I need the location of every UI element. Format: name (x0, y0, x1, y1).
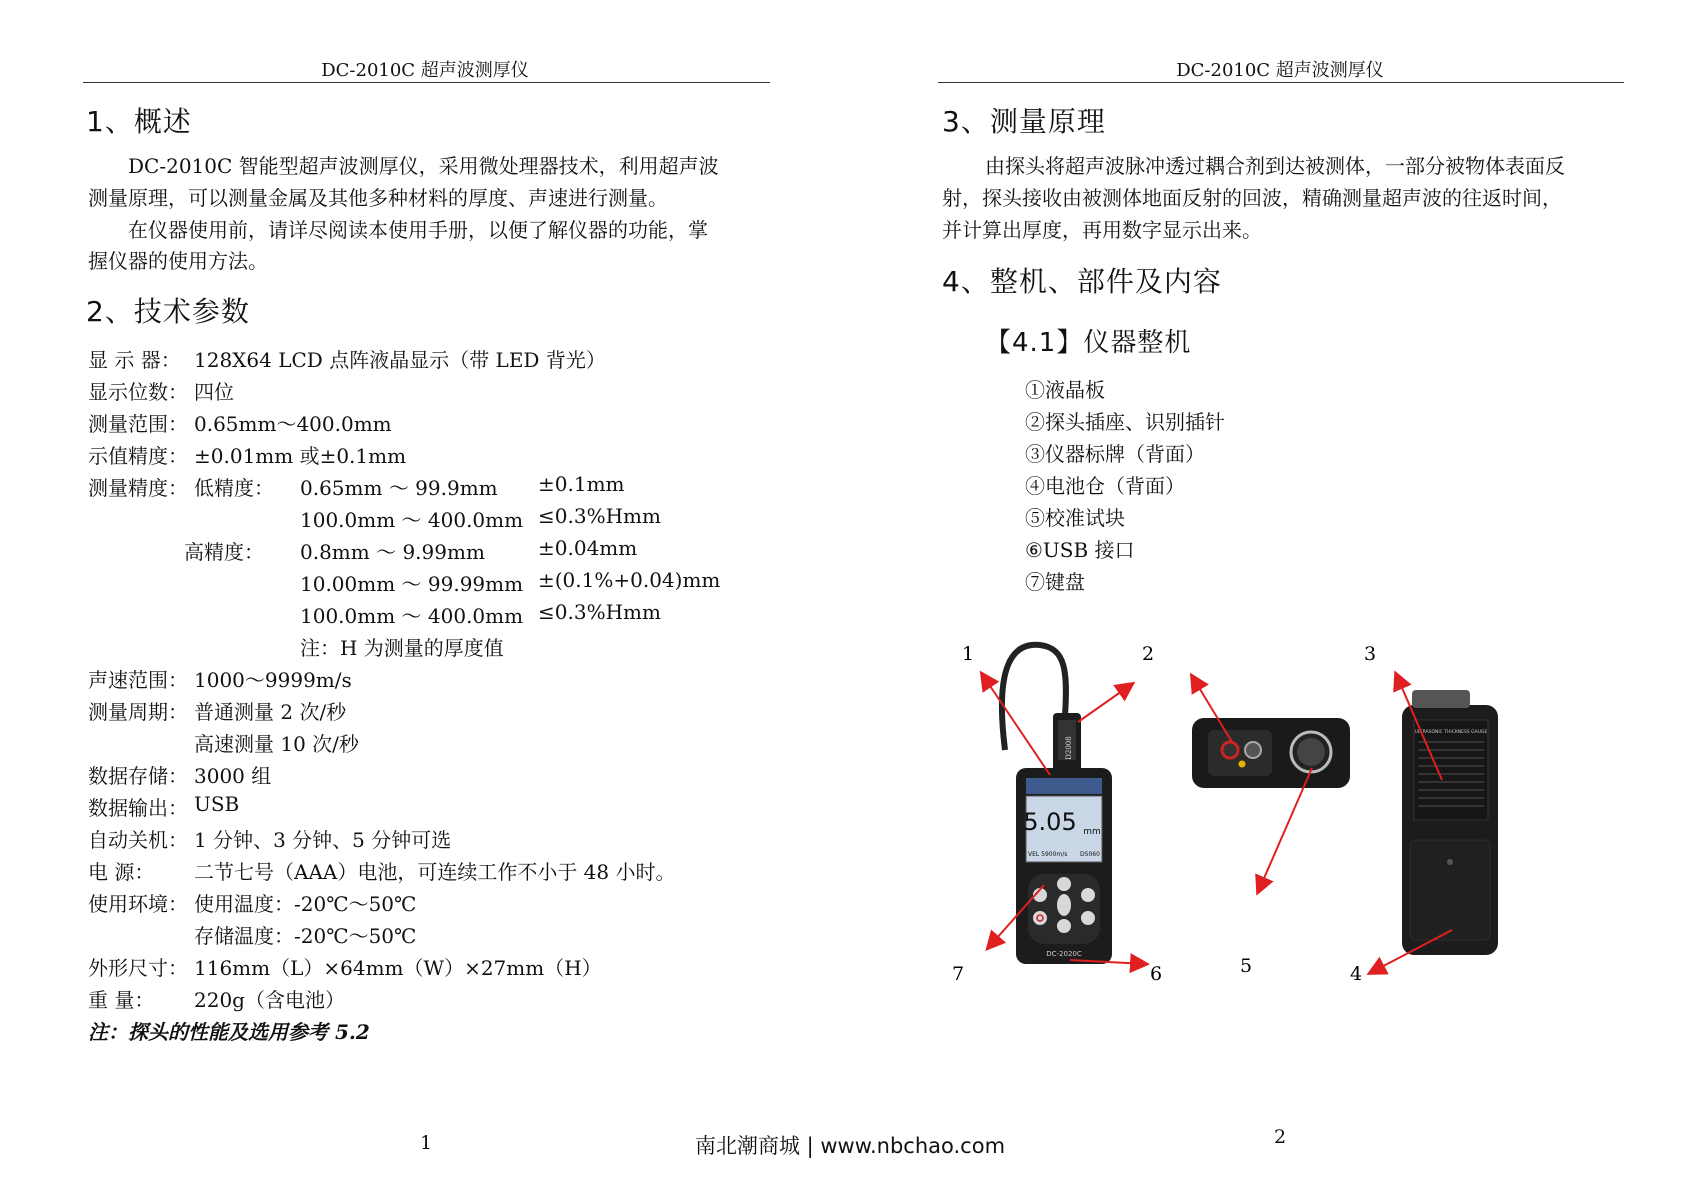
spec-storage-value: 3000 组 (194, 764, 272, 788)
spec-env-value-2: 存储温度：-20℃～50℃ (194, 924, 417, 948)
callout-arrow-1 (982, 674, 1050, 775)
callout-number: 4 (1350, 963, 1363, 985)
spec-display-value: 128X64 LCD 点阵液晶显示（带 LED 背光） (194, 348, 606, 372)
spec-high-tolerance: ≤0.3%Hmm (538, 600, 661, 624)
overview-para-1a: DC-2010C 智能型超声波测厚仪，采用微处理器技术，利用超声波 (128, 154, 719, 178)
overview-para-2b: 握仪器的使用方法。 (88, 249, 268, 273)
spec-output-value: USB (194, 792, 240, 816)
spec-high-tolerance: ±(0.1%+0.04)mm (538, 568, 721, 592)
spec-resolution-value: ±0.01mm 或±0.1mm (194, 444, 407, 468)
callout-arrow-2 (1078, 684, 1132, 722)
spec-power-value: 二节七号（AAA）电池，可连续工作不小于 48 小时。 (194, 860, 676, 884)
spec-env-key: 使用环境： (88, 892, 188, 916)
component-item: ④电池仓（背面） (1025, 474, 1185, 498)
spec-output-key: 数据输出： (88, 796, 188, 820)
spec-resolution-key: 示值精度： (88, 444, 188, 468)
component-item: ⑦键盘 (1025, 570, 1085, 594)
left-page-header: DC-2010C 超声波测厚仪 (321, 60, 529, 81)
key-power (1033, 911, 1047, 925)
principle-para-1: 由探头将超声波脉冲透过耦合剂到达被测体，一部分被物体表面反 (985, 154, 1565, 178)
lcd-value: 5.05 (1023, 808, 1077, 836)
callout-number: 3 (1364, 643, 1377, 665)
key-up (1057, 877, 1071, 891)
spec-accuracy-high-label: 高精度： (184, 540, 264, 564)
right-page-header: DC-2010C 超声波测厚仪 (1176, 60, 1384, 81)
spec-low-tolerance: ±0.1mm (538, 472, 625, 496)
key-right-bottom (1081, 911, 1095, 925)
component-item: ⑤校准试块 (1025, 506, 1125, 530)
section-1-title: 1、概述 (86, 105, 192, 138)
spec-accuracy-key: 测量精度： (88, 476, 188, 500)
spec-low-range: 0.65mm ～ 99.9mm (300, 476, 498, 500)
spec-size-value: 116mm（L）×64mm（W）×27mm（H） (194, 956, 602, 980)
callout-number: 6 (1150, 963, 1163, 985)
spec-display-key: 显 示 器： (88, 348, 181, 372)
spec-range-value: 0.65mm～400.0mm (194, 412, 392, 436)
spec-autooff-value: 1 分钟、3 分钟、5 分钟可选 (194, 828, 452, 852)
device-model-label: DC-2020C (1046, 950, 1082, 958)
section-4-title: 4、整机、部件及内容 (942, 265, 1222, 298)
spec-accuracy-note: 注：H 为测量的厚度值 (300, 636, 504, 660)
spec-range-key: 测量范围： (88, 412, 188, 436)
probe-socket-red (1222, 742, 1238, 758)
spec-low-range: 100.0mm ～ 400.0mm (300, 508, 524, 532)
spec-power-key: 电 源： (88, 860, 155, 884)
callout-number: 5 (1240, 955, 1253, 977)
device-figure (940, 630, 1590, 1000)
callout-number: 1 (962, 643, 975, 665)
spec-velocity-key: 声速范围： (88, 668, 188, 692)
nameplate (1414, 720, 1488, 820)
nameplate-title: ULTRASONIC THICKNESS GAUGE (1414, 730, 1488, 735)
battery-screw (1447, 859, 1453, 865)
component-item: ③仪器标牌（背面） (1025, 442, 1205, 466)
key-right-top (1081, 888, 1095, 902)
overview-para-2a: 在仪器使用前，请详尽阅读本使用手册，以便了解仪器的功能，掌 (128, 218, 708, 242)
callout-number: 7 (952, 963, 965, 985)
left-page-number: 1 (420, 1132, 433, 1154)
probe-socket (1245, 742, 1261, 758)
overview-para-1b: 测量原理，可以测量金属及其他多种材料的厚度、声速进行测量。 (88, 186, 668, 210)
spec-high-range: 0.8mm ～ 9.99mm (300, 540, 485, 564)
principle-para-3: 并计算出厚度，再用数字显示出来。 (942, 218, 1262, 242)
right-page-number: 2 (1274, 1126, 1287, 1148)
right-header-rule (938, 82, 1624, 83)
spec-accuracy-low-label: 低精度： (194, 476, 274, 500)
spec-period-value-1: 普通测量 2 次/秒 (194, 700, 347, 724)
spec-low-tolerance: ≤0.3%Hmm (538, 504, 661, 528)
spec-high-tolerance: ±0.04mm (538, 536, 638, 560)
probe-reference-note: 注：探头的性能及选用参考 5.2 (88, 1020, 370, 1044)
component-item: ⑥USB 接口 (1025, 538, 1135, 562)
subsection-4-1-title: 【4.1】仪器整机 (985, 328, 1192, 358)
left-header-rule (83, 82, 770, 83)
spec-weight-value: 220g（含电池） (194, 988, 345, 1012)
battery-cover (1410, 840, 1490, 940)
probe-label: D2008 (1065, 736, 1073, 760)
spec-velocity-value: 1000～9999m/s (194, 668, 352, 692)
spec-high-range: 100.0mm ～ 400.0mm (300, 604, 524, 628)
key-down (1057, 919, 1071, 933)
spec-digits-value: 四位 (194, 380, 234, 404)
lcd-status: VEL 5900m/s (1028, 851, 1068, 858)
spec-period-key: 测量周期： (88, 700, 188, 724)
spec-weight-key: 重 量： (88, 988, 155, 1012)
component-item: ①液晶板 (1025, 378, 1105, 402)
spec-storage-key: 数据存储： (88, 764, 188, 788)
section-3-title: 3、测量原理 (942, 105, 1106, 138)
callout-number: 2 (1142, 643, 1155, 665)
lcd-unit: mm (1083, 827, 1101, 837)
spec-autooff-key: 自动关机： (88, 828, 188, 852)
lcd-extra: D5060 (1080, 851, 1100, 858)
section-2-title: 2、技术参数 (86, 295, 250, 328)
footer-watermark: 南北潮商城 | www.nbchao.com (694, 1134, 1006, 1158)
key-center (1057, 894, 1071, 916)
principle-para-2: 射，探头接收由被测体地面反射的回波，精确测量超声波的往返时间， (942, 186, 1562, 210)
identification-pin (1239, 761, 1246, 768)
spec-period-value-2: 高速测量 10 次/秒 (194, 732, 359, 756)
spec-env-value-1: 使用温度：-20℃～50℃ (194, 892, 417, 916)
spec-size-key: 外形尺寸： (88, 956, 188, 980)
spec-digits-key: 显示位数： (88, 380, 188, 404)
component-item: ②探头插座、识别插针 (1025, 410, 1225, 434)
spec-high-range: 10.00mm ～ 99.99mm (300, 572, 524, 596)
